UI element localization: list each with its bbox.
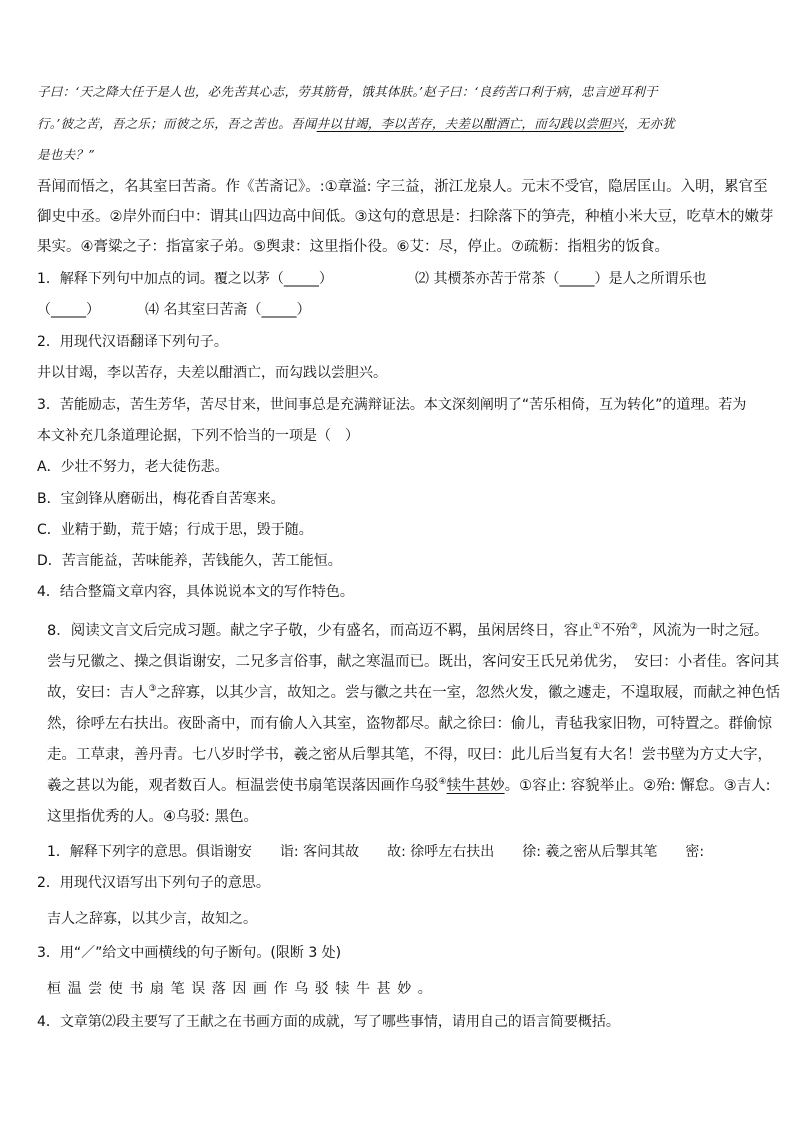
passage2-line1 [47, 622, 768, 640]
p2-q4-prompt: 4．文章第⑵段主要写了王献之在书画方面的成就，写了哪些事情，请用自己的语言简要概括。 [37, 1014, 620, 1030]
passage1-underlined-sentence: 井以甘竭，李以苦存，夫差以酣酒亡，而勾践以尝胆兴 [316, 116, 624, 131]
passage1-line6: 果实。④膏粱之子：指富家子弟。⑤舆隶：这里指仆役。⑥艾：尽，停止。⑦疏粝：指粗劣的饭食。 [37, 239, 669, 255]
q1-blank-3[interactable]: _____ [51, 302, 86, 318]
q1-paren-open: （ [37, 302, 51, 318]
q2-prompt: 2．用现代汉语翻译下列句子。 [37, 334, 228, 350]
p2-q3-prompt: 3．用“／”给文中画横线的句子断句。(限断 3 处) [37, 945, 342, 961]
passage1-line4: 吾闻而悟之，名其室曰苦斋。作《苦斋记》。:①章溢: 字三益，浙江龙泉人。元末不受官，隐居匡山。入明，累官至 [37, 179, 768, 195]
passage2-line2: 尝与兄徽之、操之俱诣谢安，二兄多言俗事，献之寒温而已。既出，客问安王氏兄弟优劣， 安曰：小者佳。客问其 [47, 654, 780, 670]
passage1-line2-text: 行。’彼之苦，吾之乐；而彼之乐，吾之苦也。吾闻 [37, 116, 317, 131]
p2-q1-prompt: 1．解释下列字的意思。俱诣谢安 诣: 客问其故 故: 徐呼左右扶出 徐: 羲之密从后掣其笔 密: [47, 844, 705, 860]
q1-blank-2[interactable]: _____ [559, 271, 595, 287]
q2-sentence: 井以甘竭，李以苦存，夫差以酣酒亡，而勾践以尝胆兴。 [37, 365, 387, 381]
passage2-line1-mid: 不殆 [600, 623, 630, 639]
passage2-line3 [47, 684, 780, 702]
q1-part2 [415, 270, 706, 288]
q1-paren-close-2: ） [86, 302, 100, 318]
passage1-line1: 子曰：‘天之降大任于是人也，必先苦其心志，劳其筋骨，饿其体肤。’赵子曰：‘良药苦口利于病，忠言逆耳利于 [37, 84, 658, 99]
passage2-underlined-phrase: 犊牛甚妙 [446, 778, 505, 794]
option-d: D．苦言能益，苦味能养，苦钱能久，苦工能恒。 [37, 553, 342, 569]
option-a: A．少壮不努力，老大徒伤悲。 [37, 459, 229, 475]
passage2-line5: 走。工草隶，善丹青。七八岁时学书，羲之密从后掣其笔，不得，叹曰：此儿后当复有大名！尝书壁为方丈大字， [47, 747, 772, 763]
q3-line2: 本文补充几条道理论据，下列不恰当的一项是（ ） [37, 428, 359, 444]
option-b: B．宝剑锋从磨砺出，梅花香自苦寒来。 [37, 491, 285, 507]
option-c: C．业精于勤，荒于嬉；行成于思，毁于随。 [37, 522, 313, 538]
q3-line1: 3．苦能励志，苦生芳华，苦尽甘来，世间事总是充满辩证法。本文深刻阐明了“苦乐相倚，互为转化”的道理。若为 [37, 397, 747, 413]
passage2-line6-end: 。①容止: 容貌举止。②殆: 懈怠。③吉人: [504, 778, 771, 794]
note-marker-2: ② [629, 622, 638, 633]
q1-line2 [37, 301, 100, 319]
q1-part2-text: ⑵ 其槚茶亦苦于常茶（ [415, 271, 560, 287]
passage2-line1-text: 8．阅读文言文后完成习题。献之字子敬，少有盛名，而高迈不羁，虽闲居终日，容止 [47, 623, 593, 639]
p2-q2-prompt: 2．用现代汉语写出下列句子的意思。 [37, 875, 270, 891]
p2-q3-sentence: 桓温尝使书扇笔误落因画作乌驳犊牛甚妙。 [47, 981, 439, 997]
passage2-line4: 然，徐呼左右扶出。夜卧斋中，而有偷人入其室，盗物都尽。献之徐曰：偷儿，青毡我家旧物，可特置之。群偷惊 [47, 716, 772, 732]
note-marker-3: ③ [148, 684, 157, 695]
passage2-line1-end: ，风流为一时之冠。 [637, 623, 769, 639]
q1-part4-end: ） [296, 302, 311, 318]
passage1-line5: 御史中丞。②岸外而臼中：谓其山四边高中间低。③这句的意思是：扫除落下的笋壳，种植小米大豆，吃草木的嫩芽 [37, 209, 774, 225]
passage2-line3-text: 故，安曰：吉人 [47, 685, 149, 701]
passage2-line7: 这里指优秀的人。④乌驳: 黑色。 [47, 809, 258, 825]
passage1-line3: 是也夫？” [37, 147, 95, 162]
note-marker-4: ④ [438, 777, 447, 788]
passage2-line3-end: 之辞寡，以其少言，故知之。尝与徽之共在一室，忽然火发，徽之遽走，不遑取屐，而献之神色恬 [156, 685, 781, 701]
passage1-line2-end: ，无亦犹 [623, 116, 676, 131]
q1-text: 1．解释下列句中加点的词。覆之以茅（ [37, 271, 284, 287]
q4-prompt: 4．结合整篇文章内容，具体说说本文的写作特色。 [37, 584, 354, 600]
note-marker-1: ① [592, 622, 601, 633]
q1-part4-text: ⑷ 名其室曰苦斋（ [145, 302, 262, 318]
p2-q2-sentence: 吉人之辞寡，以其少言，故知之。 [47, 911, 257, 927]
passage2-line6 [47, 777, 770, 795]
q1-part2-end: ）是人之所谓乐也 [594, 271, 707, 287]
q1-part4 [145, 301, 310, 319]
passage2-line6-text: 羲之甚以为能，观者数百人。桓温尝使书扇笔误落因画作乌驳 [47, 778, 439, 794]
q1-paren-close: ） [318, 271, 333, 287]
q1-blank-4[interactable]: _____ [261, 302, 297, 318]
q1-blank-1[interactable]: _____ [283, 271, 319, 287]
passage1-line2 [37, 115, 675, 133]
q1-line1 [37, 270, 333, 288]
